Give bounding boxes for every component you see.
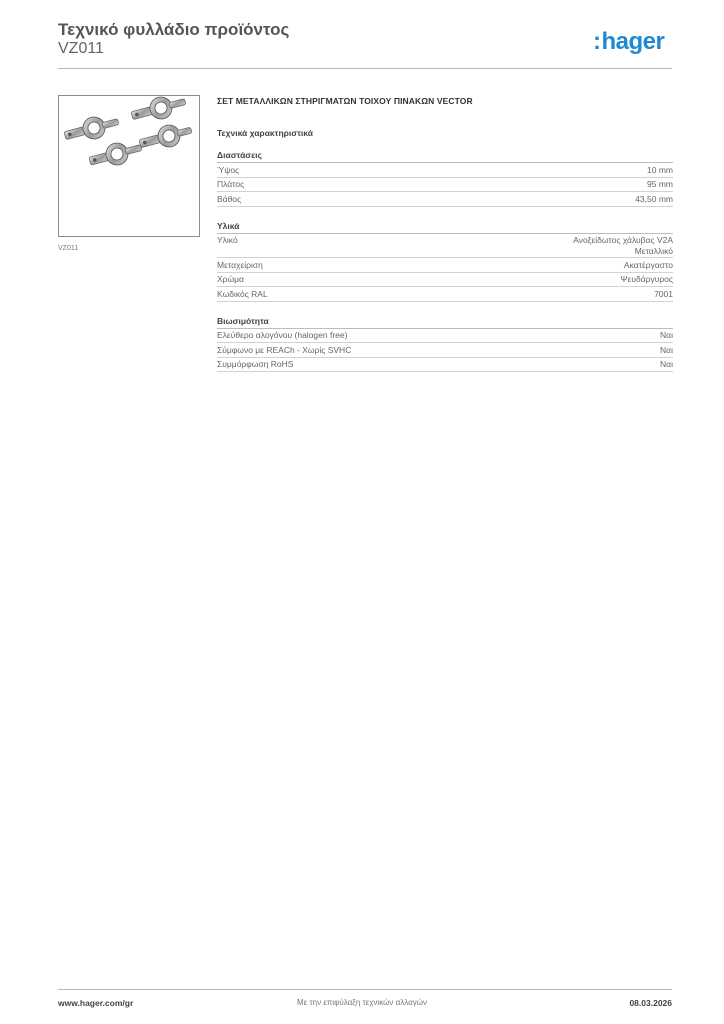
spec-value-line: Ναι: [660, 330, 673, 340]
spec-value: [647, 165, 673, 176]
page-title: Τεχνικό φυλλάδιο προϊόντος: [58, 20, 290, 39]
spec-value-line: Ψευδάργυρος: [620, 274, 673, 284]
spec-label: Χρώμα: [217, 274, 244, 284]
spec-value: [620, 274, 673, 285]
spec-row: [217, 343, 673, 358]
logo-text: hager: [601, 28, 665, 55]
spec-row: [217, 273, 673, 288]
header-divider: [58, 68, 672, 69]
logo-dots-icon: :: [593, 28, 601, 55]
spec-group-heading: Υλικά: [217, 221, 673, 234]
spec-group-heading: Βιωσιμότητα: [217, 316, 673, 329]
footer-website: www.hager.com/gr: [58, 998, 134, 1008]
spec-value: [573, 235, 673, 256]
spec-label: Ύψος: [217, 164, 240, 175]
spec-value: [647, 179, 673, 190]
spec-value: [654, 289, 673, 300]
product-title: ΣΕΤ ΜΕΤΑΛΛΙΚΩΝ ΣΤΗΡΙΓΜΑΤΩΝ ΤΟΙΧΟΥ ΠΙΝΑΚΩΝ VECTOR: [217, 96, 473, 106]
spec-label: Βάθος: [217, 193, 242, 204]
spec-value: [660, 330, 673, 341]
spec-row: [217, 163, 673, 178]
product-code: VZ011: [58, 40, 104, 57]
spec-row: [217, 258, 673, 273]
image-caption: VZ011: [58, 245, 79, 252]
spec-value-line: Ναι: [660, 359, 673, 369]
spec-value-line: 43,50 mm: [635, 193, 673, 204]
spec-row: [217, 234, 673, 259]
spec-label: Ελεύθερο αλογόνου (halogen free): [217, 330, 348, 340]
spec-row: [217, 178, 673, 193]
hager-logo: [593, 28, 664, 56]
spec-group-heading: Διαστάσεις: [217, 150, 673, 163]
spec-label: Συμμόρφωση RoHS: [217, 359, 294, 369]
spec-value-line: Ανοξείδωτος χάλυβας V2A: [573, 235, 673, 245]
spec-row: [217, 329, 673, 344]
spec-value-line: 95 mm: [647, 179, 673, 189]
spec-value-line: 10 mm: [647, 164, 673, 175]
spec-row: [217, 192, 673, 207]
spec-value: [635, 194, 673, 205]
footer-divider: [58, 989, 672, 990]
spec-value-line: Ακατέργαστο: [623, 259, 673, 270]
spec-value: [660, 359, 673, 370]
spec-row: [217, 287, 673, 302]
footer-date: 08.03.2026: [629, 998, 672, 1008]
spec-label: Κωδικός RAL: [217, 288, 268, 299]
spec-value: [624, 260, 673, 271]
spec-label: Πλάτος: [217, 179, 245, 189]
characteristics-heading: Τεχνικά χαρακτηριστικά: [217, 128, 313, 138]
spec-value-line: Ναι: [660, 344, 673, 355]
footer-disclaimer: Με την επιφύλαξη τεχνικών αλλαγών: [297, 998, 427, 1007]
product-details: [217, 96, 673, 372]
wall-bracket-set-illustration: [59, 96, 199, 236]
spec-value-line: Μεταλλικό: [634, 245, 673, 256]
spec-label: Σύμφωνο με REACh - Χωρίς SVHC: [217, 344, 352, 355]
spec-value: [660, 345, 673, 356]
spec-row: [217, 358, 673, 373]
spec-label: Μεταχείριση: [217, 259, 263, 270]
spec-label: Υλικό: [217, 235, 238, 245]
spec-groups: [217, 150, 673, 372]
spec-value-line: 7001: [654, 288, 673, 299]
product-image: [58, 95, 200, 237]
